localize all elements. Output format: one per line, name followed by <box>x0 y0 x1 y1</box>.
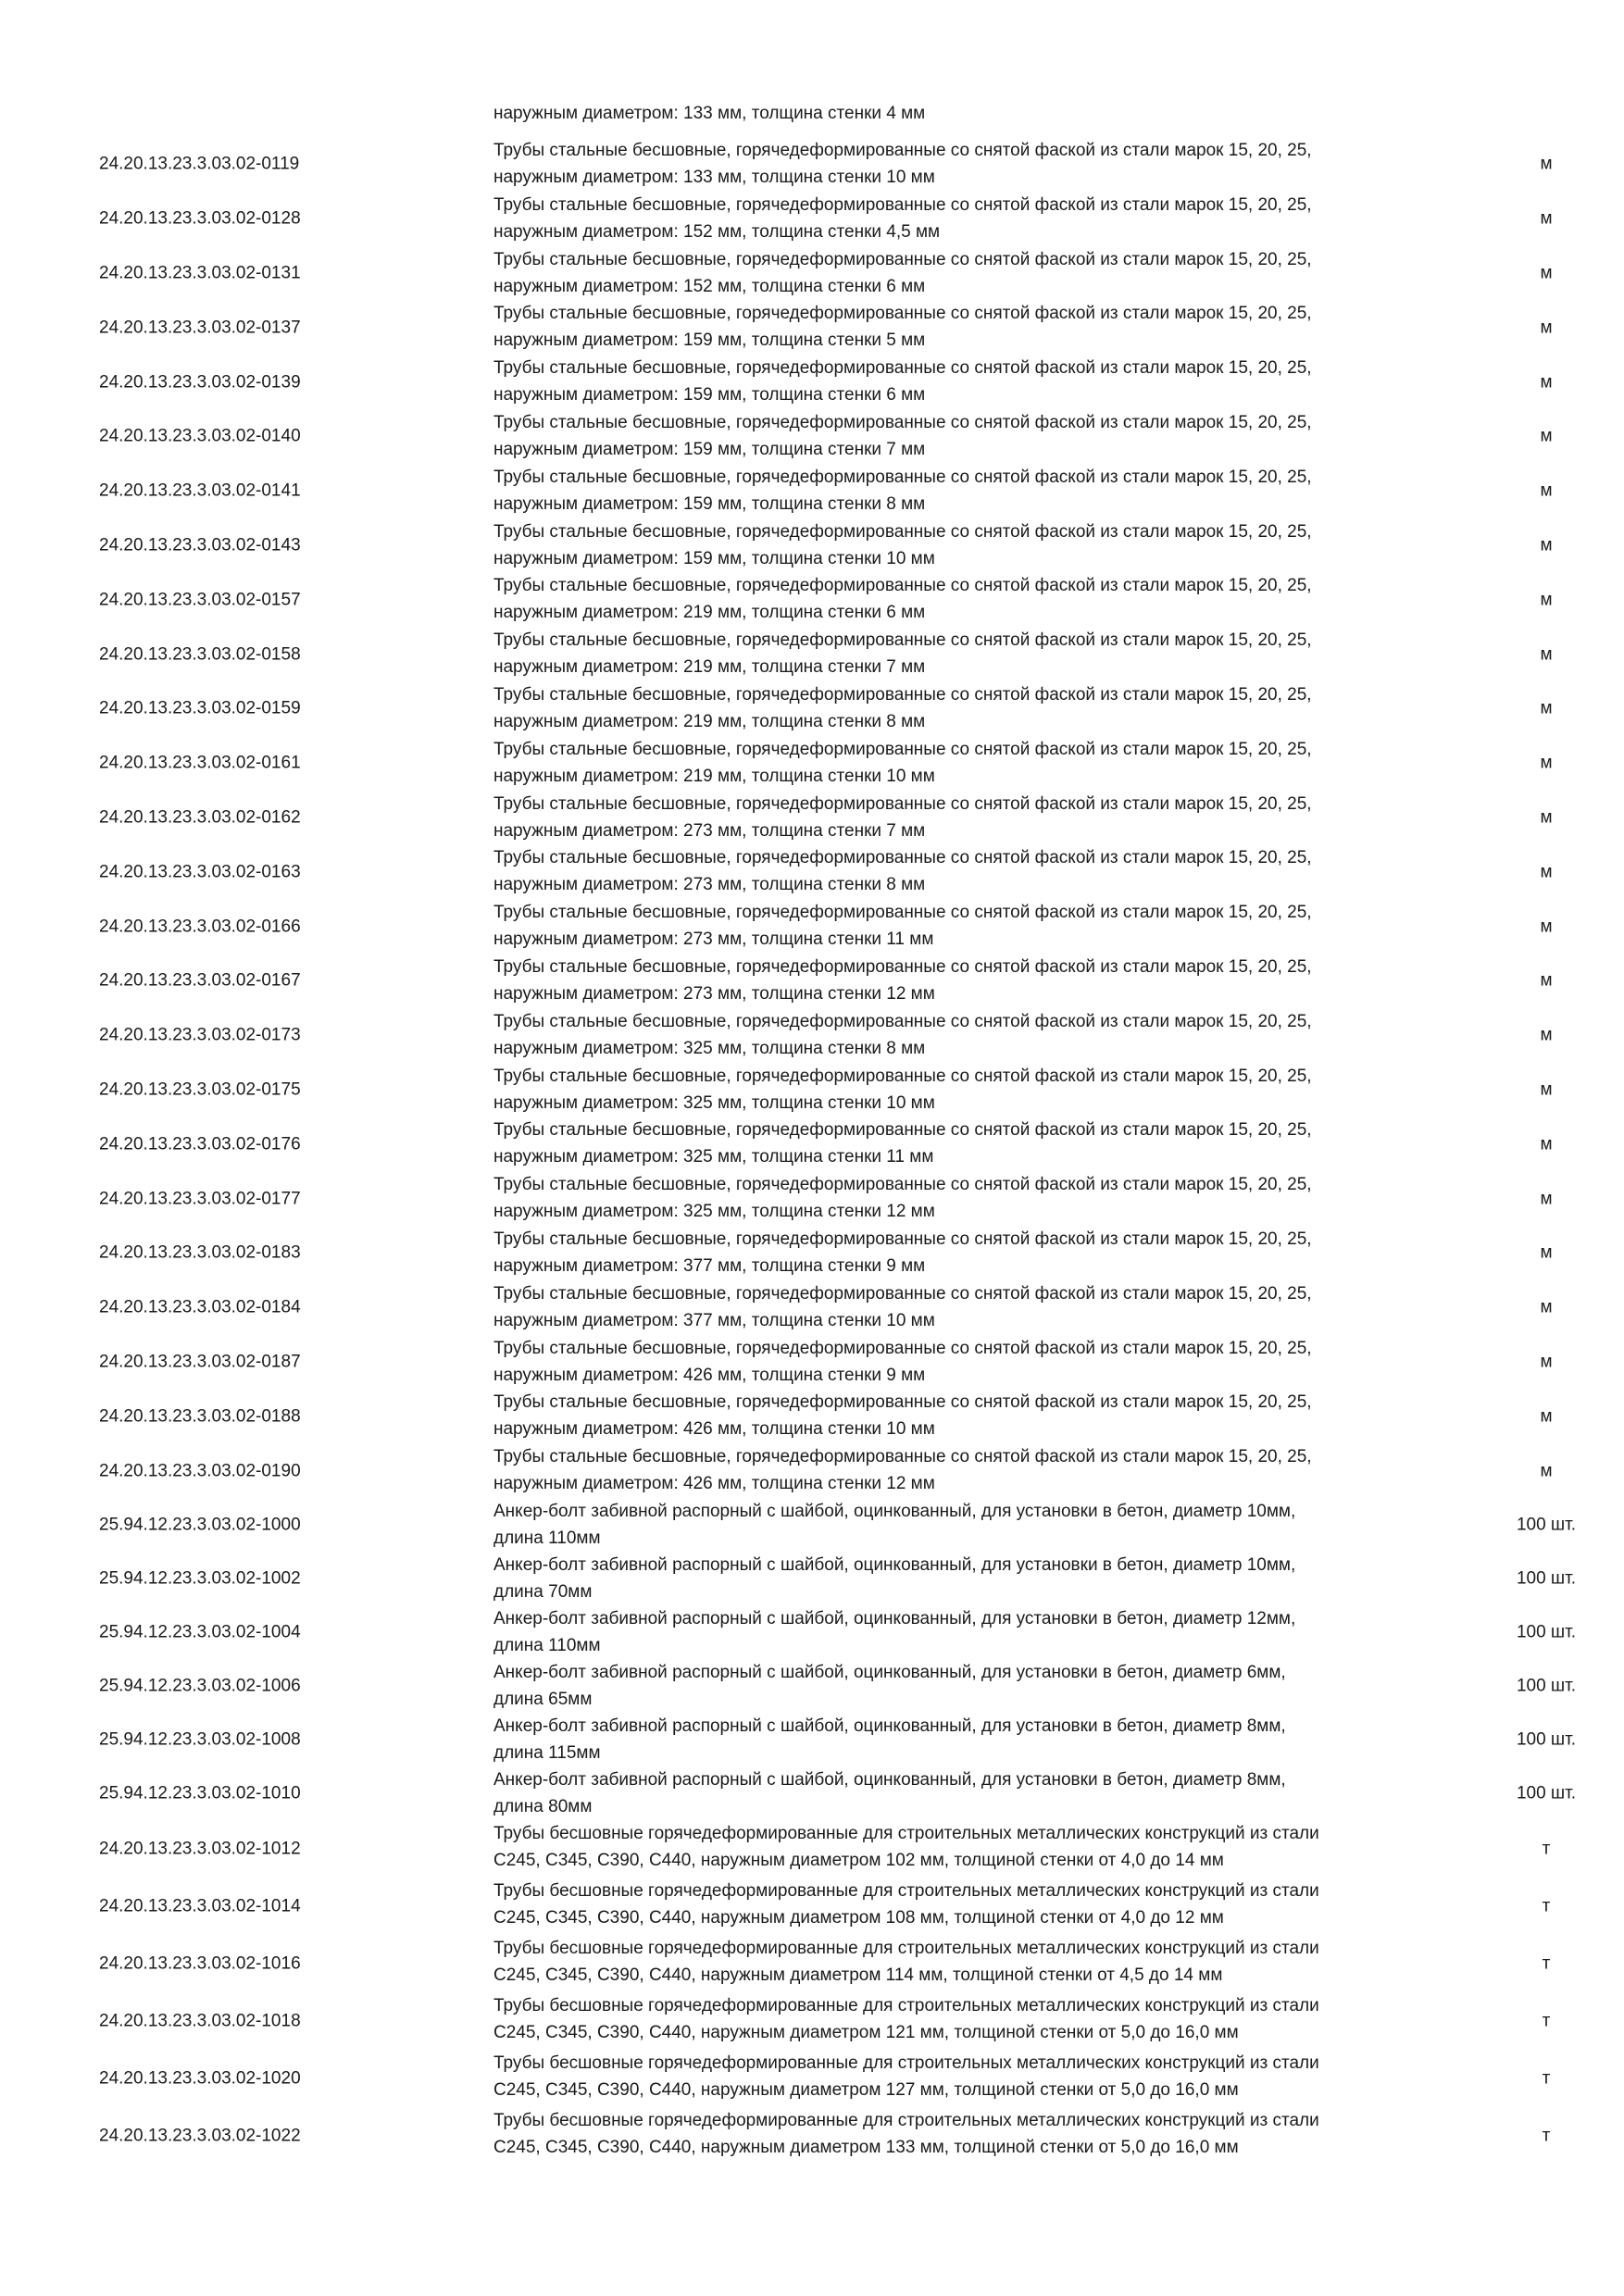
row-unit: м <box>1540 1297 1553 1317</box>
row-code: 24.20.13.23.3.03.02-0187 <box>99 1352 301 1372</box>
row-unit: м <box>1540 970 1553 991</box>
row-description-line1: Трубы стальные бесшовные, горячедеформированные со снятой фаской из стали марок 15, 20, 25, <box>493 521 1312 542</box>
row-description-line2: наружным диаметром: 273 мм, толщина стенки 7 мм <box>493 820 926 841</box>
row-code: 24.20.13.23.3.03.02-0184 <box>99 1297 301 1317</box>
row-description <box>493 1498 1456 1552</box>
table-row <box>0 246 1624 301</box>
table-row <box>0 791 1624 845</box>
row-code: 25.94.12.23.3.03.02-1002 <box>99 1568 301 1589</box>
row-code: 24.20.13.23.3.03.02-0119 <box>99 154 300 174</box>
row-description <box>493 1605 1456 1659</box>
row-description-line2: наружным диаметром: 159 мм, толщина стенки 6 мм <box>493 385 926 406</box>
row-description-line2: наружным диаметром: 426 мм, толщина стенки 12 мм <box>493 1474 935 1494</box>
row-code: 24.20.13.23.3.03.02-0188 <box>99 1406 301 1427</box>
row-description-line2: С245, С345, С390, С440, наружным диаметром 121 мм, толщиной стенки от 5,0 до 16,0 мм <box>493 2022 1239 2042</box>
row-description-line2: длина 80мм <box>493 1796 593 1816</box>
table-row <box>0 355 1624 409</box>
row-code: 24.20.13.23.3.03.02-0159 <box>99 698 301 718</box>
row-description-line2: наружным диаметром: 159 мм, толщина стенки 5 мм <box>493 331 926 351</box>
row-description-line1: Анкер-болт забивной распорный с шайбой, оцинкованный, для установки в бетон, диаметр 10мм, <box>493 1554 1296 1575</box>
row-description <box>493 736 1456 790</box>
table-row <box>0 1713 1624 1766</box>
row-description-line1: Трубы стальные бесшовные, горячедеформированные со снятой фаской из стали марок 15, 20, 25, <box>493 848 1312 868</box>
row-unit: м <box>1540 535 1553 555</box>
row-unit: м <box>1540 1406 1553 1427</box>
table-row <box>0 844 1624 899</box>
row-description-line2: наружным диаметром: 325 мм, толщина стенки 10 мм <box>493 1092 935 1113</box>
row-code: 24.20.13.23.3.03.02-0143 <box>99 535 301 555</box>
table-row <box>0 681 1624 736</box>
row-description-line1: Трубы стальные бесшовные, горячедеформированные со снятой фаской из стали марок 15, 20, 25, <box>493 412 1312 432</box>
row-description <box>493 137 1456 191</box>
table-row <box>0 1280 1624 1335</box>
row-description-line2: наружным диаметром: 219 мм, толщина стенки 7 мм <box>493 657 926 678</box>
row-description-line2: наружным диаметром: 219 мм, толщина стенки 10 мм <box>493 766 935 786</box>
row-description <box>493 1552 1456 1605</box>
row-description-line1: Трубы стальные бесшовные, горячедеформированные со снятой фаской из стали марок 15, 20, 25, <box>493 956 1312 977</box>
table-row <box>0 1498 1624 1552</box>
table-row <box>0 1171 1624 1226</box>
table-row <box>0 1935 1624 1992</box>
row-unit: м <box>1540 917 1553 937</box>
row-description-line1: Анкер-болт забивной распорный с шайбой, оцинкованный, для установки в бетон, диаметр 10мм, <box>493 1501 1296 1521</box>
table-row <box>0 1008 1624 1063</box>
row-unit: т <box>1542 1896 1551 1916</box>
row-description-line1: Анкер-болт забивной распорный с шайбой, оцинкованный, для установки в бетон, диаметр 12мм, <box>493 1608 1296 1628</box>
table-row <box>0 300 1624 355</box>
row-description-line1: Трубы бесшовные горячедеформированные для строительных металлических конструкций из стали <box>493 2053 1319 2073</box>
row-description <box>493 1335 1456 1389</box>
row-unit: м <box>1540 1025 1553 1045</box>
table-row <box>0 1552 1624 1605</box>
row-description-line1: Трубы стальные бесшовные, горячедеформированные со снятой фаской из стали марок 15, 20, 25, <box>493 194 1312 215</box>
table-row <box>0 1605 1624 1659</box>
row-description-line2: длина 70мм <box>493 1581 593 1602</box>
row-description-line2: наружным диаметром: 273 мм, толщина стенки 12 мм <box>493 983 935 1004</box>
row-description-line1: Трубы стальные бесшовные, горячедеформированные со снятой фаской из стали марок 15, 20, 25, <box>493 1338 1312 1358</box>
row-unit: м <box>1540 318 1553 338</box>
row-description-line1: Анкер-болт забивной распорный с шайбой, оцинкованный, для установки в бетон, диаметр 8мм, <box>493 1769 1286 1790</box>
row-description <box>493 791 1456 844</box>
row-unit: 100 шт. <box>1516 1676 1577 1696</box>
row-description-line2: наружным диаметром: 377 мм, толщина стенки 10 мм <box>493 1310 935 1330</box>
row-description <box>493 1935 1456 1989</box>
row-description <box>493 1171 1456 1225</box>
row-description <box>493 572 1456 626</box>
row-code: 24.20.13.23.3.03.02-0141 <box>99 480 301 501</box>
table-row <box>0 409 1624 464</box>
table-row <box>0 899 1624 954</box>
row-code: 24.20.13.23.3.03.02-0176 <box>99 1134 301 1154</box>
table-row <box>0 518 1624 573</box>
row-description-line1: Трубы стальные бесшовные, горячедеформированные со снятой фаской из стали марок 15, 20, 25, <box>493 684 1312 705</box>
row-description-line1: Трубы стальные бесшовные, горячедеформированные со снятой фаской из стали марок 15, 20, 25, <box>493 576 1312 596</box>
table-row <box>0 1443 1624 1498</box>
row-description <box>493 844 1456 898</box>
row-description <box>493 1766 1456 1820</box>
row-code: 24.20.13.23.3.03.02-0177 <box>99 1189 301 1209</box>
row-description-line1: Трубы стальные бесшовные, горячедеформированные со снятой фаской из стали марок 15, 20, 25, <box>493 1066 1312 1086</box>
row-description-line2: С245, С345, С390, С440, наружным диаметром 108 мм, толщиной стенки от 4,0 до 12 мм <box>493 1907 1224 1928</box>
table-row <box>0 1659 1624 1713</box>
table-row <box>0 1389 1624 1443</box>
row-description-line1: Трубы стальные бесшовные, горячедеформированные со снятой фаской из стали марок 15, 20, 25, <box>493 467 1312 487</box>
row-unit: м <box>1540 807 1553 828</box>
row-description <box>493 1280 1456 1334</box>
row-description <box>493 899 1456 953</box>
row-unit: т <box>1542 2011 1551 2031</box>
row-unit: 100 шт. <box>1516 1515 1577 1535</box>
row-description <box>493 1389 1456 1442</box>
row-description <box>493 464 1456 518</box>
row-description-line2: С245, С345, С390, С440, наружным диаметром 114 мм, толщиной стенки от 4,5 до 14 мм <box>493 1965 1223 1985</box>
row-code: 24.20.13.23.3.03.02-0161 <box>99 753 301 773</box>
row-description-line2: длина 110мм <box>493 1528 601 1548</box>
row-description-line1: Анкер-болт забивной распорный с шайбой, оцинкованный, для установки в бетон, диаметр 8мм, <box>493 1716 1286 1736</box>
row-code: 25.94.12.23.3.03.02-1006 <box>99 1676 301 1696</box>
row-code: 24.20.13.23.3.03.02-1016 <box>99 1953 301 1974</box>
row-description-line2: длина 65мм <box>493 1689 593 1709</box>
row-code: 24.20.13.23.3.03.02-0175 <box>99 1079 301 1100</box>
row-unit: 100 шт. <box>1516 1729 1577 1750</box>
row-unit: м <box>1540 154 1553 174</box>
row-description-line1: Трубы стальные бесшовные, горячедеформированные со снятой фаской из стали марок 15, 20, 25, <box>493 141 1312 160</box>
price-list-table <box>0 137 1624 2165</box>
table-row <box>0 1063 1624 1117</box>
row-unit: м <box>1540 372 1553 393</box>
row-code: 24.20.13.23.3.03.02-1022 <box>99 2126 301 2146</box>
row-code: 24.20.13.23.3.03.02-0166 <box>99 917 301 937</box>
row-code: 24.20.13.23.3.03.02-1014 <box>99 1896 301 1916</box>
row-code: 24.20.13.23.3.03.02-0162 <box>99 807 301 828</box>
row-unit: м <box>1540 263 1553 283</box>
row-code: 24.20.13.23.3.03.02-0137 <box>99 318 301 338</box>
row-unit: м <box>1540 644 1553 665</box>
row-description-line2: наружным диаметром: 426 мм, толщина стенки 9 мм <box>493 1365 926 1385</box>
row-description-line1: Трубы стальные бесшовные, горячедеформированные со снятой фаской из стали марок 15, 20, 25, <box>493 903 1312 923</box>
row-description-line1: Трубы стальные бесшовные, горячедеформированные со снятой фаской из стали марок 15, 20, 25, <box>493 1229 1312 1249</box>
row-description <box>493 246 1456 300</box>
table-row <box>0 736 1624 791</box>
row-unit: 100 шт. <box>1516 1783 1577 1803</box>
table-row <box>0 1117 1624 1171</box>
row-description <box>493 1992 1456 2046</box>
row-unit: 100 шт. <box>1516 1568 1577 1589</box>
row-unit: м <box>1540 698 1553 718</box>
row-description-line2: наружным диаметром: 159 мм, толщина стенки 7 мм <box>493 439 926 459</box>
row-unit: 100 шт. <box>1516 1622 1577 1642</box>
row-unit: м <box>1540 426 1553 446</box>
row-unit: т <box>1542 2126 1551 2146</box>
row-unit: м <box>1540 862 1553 882</box>
row-code: 24.20.13.23.3.03.02-0163 <box>99 862 301 882</box>
row-description-line2: наружным диаметром: 152 мм, толщина стенки 4,5 мм <box>493 221 941 242</box>
row-description-line2: наружным диаметром: 426 мм, толщина стенки 10 мм <box>493 1419 935 1440</box>
row-description <box>493 1713 1456 1766</box>
row-description <box>493 1878 1456 1931</box>
table-row <box>0 627 1624 681</box>
table-row <box>0 1766 1624 1820</box>
row-description <box>493 409 1456 463</box>
table-row <box>0 1226 1624 1280</box>
row-description <box>493 518 1456 572</box>
row-unit: т <box>1542 1839 1551 1859</box>
row-description-line1: Трубы стальные бесшовные, горячедеформированные со снятой фаской из стали марок 15, 20, 25, <box>493 1175 1312 1195</box>
row-description-line1: Трубы стальные бесшовные, горячедеформированные со снятой фаской из стали марок 15, 20, 25, <box>493 630 1312 651</box>
table-row <box>0 572 1624 627</box>
row-unit: м <box>1540 1189 1553 1209</box>
row-code: 24.20.13.23.3.03.02-1020 <box>99 2068 301 2089</box>
row-code: 24.20.13.23.3.03.02-0140 <box>99 426 301 446</box>
row-code: 24.20.13.23.3.03.02-0158 <box>99 644 301 665</box>
row-description-line2: наружным диаметром: 325 мм, толщина стенки 8 мм <box>493 1038 926 1058</box>
row-description-line1: Трубы бесшовные горячедеформированные для строительных металлических конструкций из стали <box>493 1880 1319 1901</box>
table-row <box>0 1820 1624 1878</box>
row-description-line1: Трубы стальные бесшовные, горячедеформированные со снятой фаской из стали марок 15, 20, 25, <box>493 1447 1312 1467</box>
row-description <box>493 192 1456 245</box>
row-unit: м <box>1540 1352 1553 1372</box>
row-unit: м <box>1540 753 1553 773</box>
row-code: 24.20.13.23.3.03.02-0173 <box>99 1025 301 1045</box>
row-code: 24.20.13.23.3.03.02-0183 <box>99 1242 301 1263</box>
row-code: 25.94.12.23.3.03.02-1010 <box>99 1783 301 1803</box>
row-code: 24.20.13.23.3.03.02-0157 <box>99 590 301 610</box>
row-description-line1: Трубы бесшовные горячедеформированные для строительных металлических конструкций из стали <box>493 1823 1319 1843</box>
row-description-line2: наружным диаметром: 325 мм, толщина стенки 12 мм <box>493 1202 935 1222</box>
table-row <box>0 2107 1624 2165</box>
row-description-line2: С245, С345, С390, С440, наружным диаметром 127 мм, толщиной стенки от 5,0 до 16,0 мм <box>493 2079 1239 2100</box>
row-description-line1: Трубы стальные бесшовные, горячедеформированные со снятой фаской из стали марок 15, 20, 25, <box>493 1392 1312 1413</box>
row-description-line1: Трубы стальные бесшовные, горячедеформированные со снятой фаской из стали марок 15, 20, 25, <box>493 1011 1312 1031</box>
row-description-line1: Трубы стальные бесшовные, горячедеформированные со снятой фаской из стали марок 15, 20, 25, <box>493 1120 1312 1141</box>
row-unit: м <box>1540 480 1553 501</box>
row-description-line1: Трубы бесшовные горячедеформированные для строительных металлических конструкций из стали <box>493 1938 1319 1958</box>
row-code: 24.20.13.23.3.03.02-0131 <box>99 263 301 283</box>
row-code: 24.20.13.23.3.03.02-0190 <box>99 1461 301 1481</box>
row-description <box>493 1008 1456 1062</box>
row-description-line1: Трубы бесшовные горячедеформированные для строительных металлических конструкций из стали <box>493 2110 1319 2130</box>
row-unit: м <box>1540 1079 1553 1100</box>
row-description-line2: наружным диаметром: 159 мм, толщина стенки 8 мм <box>493 493 926 514</box>
table-row <box>0 1992 1624 2050</box>
row-description-line2: наружным диаметром: 273 мм, толщина стенки 11 мм <box>493 930 934 950</box>
row-description-line2: наружным диаметром: 219 мм, толщина стенки 6 мм <box>493 603 926 623</box>
row-code: 24.20.13.23.3.03.02-1018 <box>99 2011 301 2031</box>
row-description <box>493 2107 1456 2161</box>
row-description-line1: Трубы бесшовные горячедеформированные для строительных металлических конструкций из стали <box>493 1995 1319 2015</box>
row-description <box>493 1226 1456 1279</box>
row-description-line2: наружным диаметром: 377 мм, толщина стенки 9 мм <box>493 1255 926 1276</box>
table-row <box>0 1335 1624 1390</box>
row-description-line1: Трубы стальные бесшовные, горячедеформированные со снятой фаской из стали марок 15, 20, 25, <box>493 249 1312 269</box>
row-code: 25.94.12.23.3.03.02-1008 <box>99 1729 301 1750</box>
row-code: 24.20.13.23.3.03.02-0128 <box>99 208 301 229</box>
table-row <box>0 192 1624 246</box>
row-description <box>493 1820 1456 1874</box>
row-unit: м <box>1540 208 1553 229</box>
row-description-line2: наружным диаметром: 273 мм, толщина стенки 8 мм <box>493 875 926 895</box>
row-description <box>493 1117 1456 1170</box>
row-description-line2: С245, С345, С390, С440, наружным диаметром 133 мм, толщиной стенки от 5,0 до 16,0 мм <box>493 2137 1239 2157</box>
row-code: 24.20.13.23.3.03.02-0139 <box>99 372 301 393</box>
row-unit: т <box>1542 1953 1551 1974</box>
row-description <box>493 300 1456 354</box>
table-row <box>0 137 1624 192</box>
table-row <box>0 1878 1624 1935</box>
row-unit: м <box>1540 1461 1553 1481</box>
row-description <box>493 1063 1456 1117</box>
row-description-line1: Трубы стальные бесшовные, горячедеформированные со снятой фаской из стали марок 15, 20, 25, <box>493 1283 1312 1304</box>
table-row <box>0 2050 1624 2107</box>
row-description-line1: Трубы стальные бесшовные, горячедеформированные со снятой фаской из стали марок 15, 20, 25, <box>493 304 1312 324</box>
row-description-line2: наружным диаметром: 219 мм, толщина стенки 8 мм <box>493 711 926 731</box>
row-unit: м <box>1540 1242 1553 1263</box>
row-unit: м <box>1540 1134 1553 1154</box>
row-code: 25.94.12.23.3.03.02-1004 <box>99 1622 301 1642</box>
row-description-line2: наружным диаметром: 152 мм, толщина стенки 6 мм <box>493 276 926 296</box>
row-description-line2: наружным диаметром: 325 мм, толщина стенки 11 мм <box>493 1147 934 1167</box>
row-description-line1: Анкер-болт забивной распорный с шайбой, оцинкованный, для установки в бетон, диаметр 6мм, <box>493 1662 1286 1682</box>
row-description-line2: длина 110мм <box>493 1635 601 1655</box>
row-description-line1: Трубы стальные бесшовные, горячедеформированные со снятой фаской из стали марок 15, 20, 25, <box>493 739 1312 759</box>
table-row <box>0 954 1624 1008</box>
carry-over-description: наружным диаметром: 133 мм, толщина стенки 4 мм <box>493 104 926 123</box>
row-code: 25.94.12.23.3.03.02-1000 <box>99 1515 301 1535</box>
row-description <box>493 2050 1456 2103</box>
row-description <box>493 954 1456 1007</box>
row-description-line2: С245, С345, С390, С440, наружным диаметром 102 мм, толщиной стенки от 4,0 до 14 мм <box>493 1850 1224 1870</box>
row-description <box>493 355 1456 408</box>
row-description <box>493 681 1456 735</box>
row-description-line2: длина 115мм <box>493 1742 601 1763</box>
row-description-line2: наружным диаметром: 133 мм, толщина стенки 10 мм <box>493 168 935 187</box>
row-code: 24.20.13.23.3.03.02-1012 <box>99 1839 301 1859</box>
table-row <box>0 464 1624 518</box>
row-description-line2: наружным диаметром: 159 мм, толщина стенки 10 мм <box>493 548 935 568</box>
row-description <box>493 1443 1456 1497</box>
row-unit: т <box>1542 2068 1551 2089</box>
row-description <box>493 1659 1456 1713</box>
row-description-line1: Трубы стальные бесшовные, горячедеформированные со снятой фаской из стали марок 15, 20, 25, <box>493 358 1312 379</box>
row-description <box>493 627 1456 680</box>
row-description-line1: Трубы стальные бесшовные, горячедеформированные со снятой фаской из стали марок 15, 20, 25, <box>493 793 1312 814</box>
row-unit: м <box>1540 590 1553 610</box>
row-code: 24.20.13.23.3.03.02-0167 <box>99 970 301 991</box>
